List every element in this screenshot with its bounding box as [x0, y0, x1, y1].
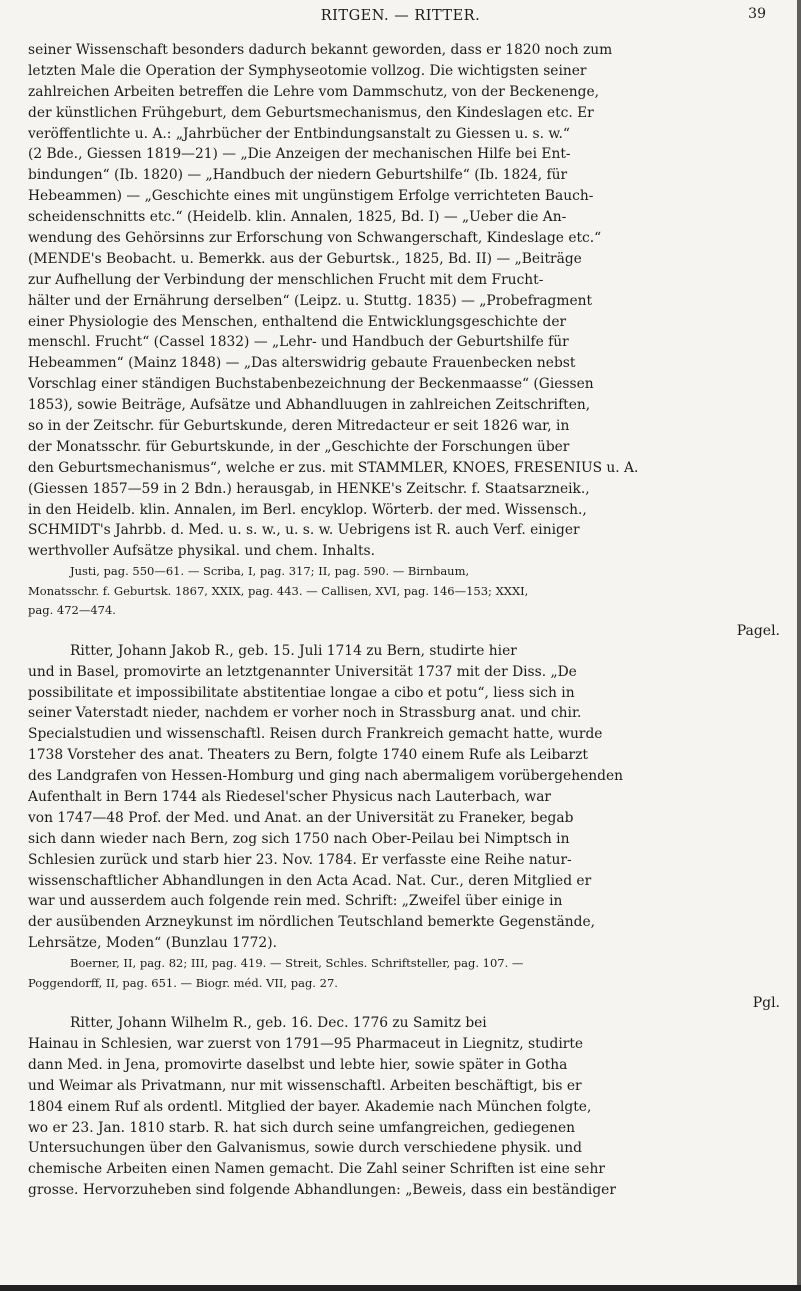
text-line: wo er 23. Jan. 1810 starb. R. hat sich durch seine umfangreichen, gediegenen — [28, 1119, 575, 1136]
text-line: wendung des Gehörsinns zur Erforschung von Schwangerschaft, Kindeslage etc.“ — [28, 230, 602, 247]
entry-heading-line: Ritter, Johann Jakob R., geb. 15. Juli 1714 zu Bern, studirte hier — [70, 642, 517, 659]
text-line: der Monatsschr. für Geburtskunde, in der „Geschichte der Forschungen über — [28, 438, 570, 455]
text-line: so in der Zeitschr. für Geburtskunde, deren Mitredacteur er seit 1826 war, in — [28, 418, 570, 435]
text-line: und Weimar als Privatmann, nur mit wissenschaftl. Arbeiten beschäftigt, bis er — [28, 1077, 582, 1094]
text-line: in den Heidelb. klin. Annalen, im Berl. encyklop. Wörterb. der med. Wissensch., — [28, 501, 587, 518]
text-line: 1853), sowie Beiträge, Aufsätze und Abhandluugen in zahlreichen Zeitschriften, — [28, 397, 591, 414]
text-line: Vorschlag einer ständigen Buchstabenbezeichnung der Beckenmaasse“ (Giessen — [28, 376, 594, 393]
text-line: Aufenthalt in Bern 1744 als Riedesel'scher Physicus nach Lauterbach, war — [28, 789, 552, 805]
text-line: seiner Vaterstadt nieder, nachdem er vorher noch in Strassburg anat. und chir. — [28, 705, 582, 722]
text-line: den Geburtsmechanismus“, welche er zus. mit STAMMLER, KNOES, FRESENIUS u. A. — [28, 459, 639, 476]
text-line: zur Aufhellung der Verbindung der menschlichen Frucht mit dem Frucht- — [28, 271, 544, 288]
entry-heading-line: Ritter, Johann Wilhelm R., geb. 16. Dec. 1776 zu Samitz bei — [70, 1015, 487, 1032]
text-line: Schlesien zurück und starb hier 23. Nov. 1784. Er verfasste eine Reihe natur- — [28, 851, 572, 868]
text-line: (2 Bde., Giessen 1819—21) — „Die Anzeigen der mechanischen Hilfe bei Ent- — [28, 146, 571, 163]
text-line: der ausübenden Arzneykunst im nördlichen Teutschland bemerkte Gegenstände, — [28, 914, 596, 931]
text-line: 1738 Vorsteher des anat. Theaters zu Bern, folgte 1740 einem Rufe als Leibarzt — [28, 747, 588, 764]
text-line: scheidenschnitts etc.“ (Heidelb. klin. Annalen, 1825, Bd. I) — „Ueber die An- — [28, 209, 567, 226]
text-line: Hebeammen) — „Geschichte eines mit ungünstigem Erfolge verrichteten Bauch- — [28, 188, 594, 205]
reference-line: Monatsschr. f. Geburtsk. 1867, XXIX, pag. 443. — Callisen, XVI, pag. 146—153; XXXI, — [28, 583, 529, 598]
text-line: der künstlichen Frühgeburt, dem Geburtsmechanismus, den Kindeslagen etc. Er — [28, 104, 594, 121]
text-line: 1804 einem Ruf als ordentl. Mitglied der bayer. Akademie nach München folgte, — [28, 1098, 592, 1115]
text-line: dann Med. in Jena, promovirte daselbst und lebte hier, sowie später in Gotha — [28, 1056, 568, 1073]
text-line: war und ausserdem auch folgende rein med. Schrift: „Zweifel über einige in — [28, 893, 563, 910]
text-line: sich dann wieder nach Bern, zog sich 1750 nach Ober-Peilau bei Nimptsch in — [28, 830, 570, 847]
reference-line: Boerner, II, pag. 82; III, pag. 419. — Streit, Schles. Schriftsteller, pag. 107. — — [70, 956, 524, 971]
text-line: letzten Male die Operation der Symphyseotomie vollzog. Die wichtigsten seiner — [28, 62, 587, 79]
page-header — [0, 4, 801, 30]
text-line: Hainau in Schlesien, war zuerst von 1791—95 Pharmaceut in Liegnitz, studirte — [28, 1036, 584, 1053]
text-line: Untersuchungen über den Galvanismus, sowie durch verschiedene physik. und — [28, 1140, 582, 1157]
text-line: SCHMIDT's Jahrbb. d. Med. u. s. w., u. s. w. Uebrigens ist R. auch Verf. einiger — [28, 522, 580, 539]
body-text — [28, 40, 792, 1201]
page-edge-shadow — [797, 0, 801, 1291]
reference-line: pag. 472—474. — [28, 603, 116, 618]
text-line: Lehrsätze, Moden“ (Bunzlau 1772). — [28, 935, 277, 952]
text-line: possibilitate et impossibilitate abstitentiae longae a cibo et potu“, liess sich in — [28, 684, 575, 701]
text-line: veröffentlichte u. A.: „Jahrbücher der Entbindungsanstalt zu Giessen u. s. w.“ — [28, 125, 570, 142]
text-line: wissenschaftlicher Abhandlungen in den Acta Acad. Nat. Cur., deren Mitglied er — [28, 872, 592, 889]
reference-line: Poggendorff, II, pag. 651. — Biogr. méd. VII, pag. 27. — [28, 975, 338, 990]
running-head: RITGEN. — RITTER. — [320, 8, 481, 24]
text-line: von 1747—48 Prof. der Med. und Anat. an der Universität zu Franeker, begab — [28, 809, 574, 826]
text-line: Specialstudien und wissenschaftl. Reisen durch Frankreich gemacht hatte, wurde — [28, 726, 603, 743]
text-line: zahlreichen Arbeiten betreffen die Lehre vom Dammschutz, von der Beckenenge, — [28, 83, 600, 100]
text-line: und in Basel, promovirte an letztgenannter Universität 1737 mit der Diss. „De — [28, 663, 577, 680]
text-line: grosse. Hervorzuheben sind folgende Abhandlungen: „Beweis, dass ein beständiger — [28, 1182, 616, 1199]
text-line: bindungen“ (Ib. 1820) — „Handbuch der niedern Geburtshilfe“ (Ib. 1824, für — [28, 167, 568, 184]
text-line: chemische Arbeiten einen Namen gemacht. Die Zahl seiner Schriften ist eine sehr — [28, 1161, 605, 1178]
text-line: (MENDE's Beobacht. u. Bemerkk. aus der Geburtsk., 1825, Bd. II) — „Beiträge — [28, 250, 582, 267]
text-line: (Giessen 1857—59 in 2 Bdn.) herausgab, in HENKE's Zeitschr. f. Staatsarzneik., — [28, 480, 590, 497]
author-signature: Pagel. — [736, 622, 780, 639]
text-line: Hebeammen“ (Mainz 1848) — „Das alterswidrig gebaute Frauenbecken nebst — [28, 355, 576, 372]
text-line: hälter und der Ernährung derselben“ (Leipz. u. Stuttg. 1835) — „Probefragment — [28, 292, 593, 309]
text-line: werthvoller Aufsätze physikal. und chem. Inhalts. — [28, 543, 375, 560]
author-signature: Pgl. — [752, 995, 780, 1012]
page-bottom-edge — [0, 1285, 801, 1291]
text-line: des Landgrafen von Hessen-Homburg und ging nach abermaligem vorübergehenden — [28, 768, 624, 785]
text-line: seiner Wissenschaft besonders dadurch bekannt geworden, dass er 1820 noch zum — [28, 42, 613, 58]
text-line: einer Physiologie des Menschen, enthaltend die Entwicklungsgeschichte der — [28, 313, 567, 330]
text-line: menschl. Frucht“ (Cassel 1832) — „Lehr- und Handbuch der Geburtshilfe für — [28, 334, 569, 351]
reference-line: Justi, pag. 550—61. — Scriba, I, pag. 317; II, pag. 590. — Birnbaum, — [70, 564, 470, 579]
page-number: 39 — [748, 6, 766, 22]
